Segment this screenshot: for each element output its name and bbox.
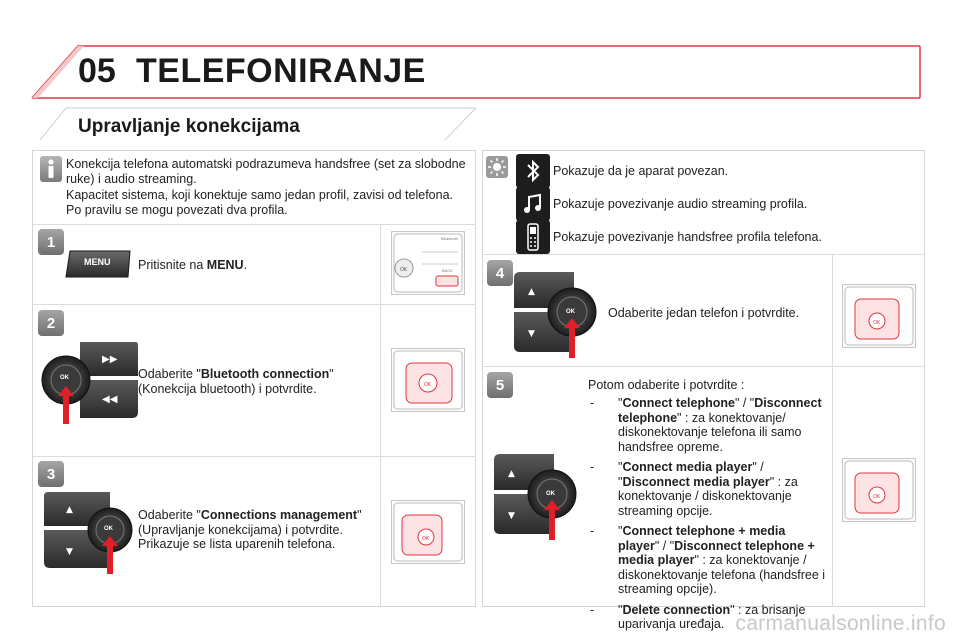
light-bulb-icon xyxy=(486,156,508,178)
chapter-number: 05 xyxy=(78,52,116,90)
step-2-text: Odaberite "Bluetooth connection" (Konekcija bluetooth) i potvrdite. xyxy=(138,367,334,396)
step-badge-5: 5 xyxy=(487,372,513,398)
svg-text:▼: ▼ xyxy=(528,329,535,339)
divider xyxy=(482,254,925,255)
svg-text:▲: ▲ xyxy=(66,505,73,515)
step-badge-4: 4 xyxy=(487,260,513,286)
step-1-text: Pritisnite na MENU. xyxy=(138,258,248,272)
divider xyxy=(482,366,925,367)
svg-text:▲: ▲ xyxy=(528,287,535,297)
thumbnail-panel-5 xyxy=(842,458,916,522)
ok-label-4: OK xyxy=(566,309,575,315)
section-title: Upravljanje konekcijama xyxy=(78,116,300,137)
step-3-text: Odaberite "Connections management" (Upravljanje konekcijama) i potvrdite. Prikazuje se lista uparenih telefona. xyxy=(138,508,362,551)
list-item: - "Connect media player" / "Disconnect media player" : za konektovanje / diskonektovanje streaming opcije. xyxy=(590,460,798,518)
svg-text:▼: ▼ xyxy=(508,511,515,521)
ok-label-3: OK xyxy=(104,526,113,532)
list-item: - "Connect telephone + media player" / "Disconnect telephone + media player" : za konektovanje / diskonektovanje telefona (handsfree i streaming opcije). xyxy=(590,524,826,596)
status-text-music: Pokazuje povezivanje audio streaming profila. xyxy=(553,197,808,211)
step-badge-2: 2 xyxy=(38,310,64,336)
ok-knob-illustration-3 xyxy=(40,488,140,578)
step-4-text: Odaberite jedan telefon i potvrdite. xyxy=(608,306,800,320)
svg-text:OK: OK xyxy=(400,267,408,273)
step-badge-3: 3 xyxy=(38,461,64,487)
watermark: carmanualsonline.info xyxy=(735,612,946,635)
music-note-icon xyxy=(516,187,550,221)
svg-text:OK: OK xyxy=(873,320,881,326)
ok-knob-illustration-2 xyxy=(40,338,140,428)
svg-text:OK: OK xyxy=(424,382,432,388)
step-badge-1: 1 xyxy=(38,229,64,255)
svg-text:◀◀: ◀◀ xyxy=(102,394,118,405)
menu-button-label: MENU xyxy=(84,257,111,267)
list-item: - "Delete connection" : za brisanje uparivanja uređaja. xyxy=(590,602,806,631)
ok-knob-illustration-4 xyxy=(510,268,610,363)
bluetooth-icon xyxy=(516,154,550,188)
divider xyxy=(380,224,381,607)
svg-text:▲: ▲ xyxy=(508,469,515,479)
ok-knob-illustration-5 xyxy=(490,450,590,545)
svg-text:▶▶: ▶▶ xyxy=(102,354,118,365)
step-5-intro: Potom odaberite i potvrdite : xyxy=(588,378,745,392)
divider xyxy=(32,304,476,305)
thumbnail-panel-4 xyxy=(842,284,916,348)
divider xyxy=(832,254,833,607)
thumbnail-panel-2 xyxy=(391,348,465,412)
status-text-phone: Pokazuje povezivanje handsfree profila telefona. xyxy=(553,230,822,244)
svg-text:OK: OK xyxy=(873,494,881,500)
chapter-title: TELEFONIRANJE xyxy=(136,52,426,90)
divider xyxy=(32,456,476,457)
phone-icon xyxy=(516,220,550,254)
list-item: - "Connect telephone" / "Disconnect telephone" : za konektovanje/ diskonektovanje telefona ili samo handsfree opreme. xyxy=(590,396,822,454)
thumb-bluetooth-label: Bluetooth xyxy=(441,236,458,241)
ok-label-5: OK xyxy=(546,491,555,497)
svg-text:▼: ▼ xyxy=(66,547,73,557)
thumb-back-label: BACK xyxy=(442,268,453,273)
info-text-2: Kapacitet sistema, koji konektuje samo jedan profil, zavisi od telefona. Po pravilu se mogu povezati dva profila. xyxy=(66,188,454,217)
svg-text:OK: OK xyxy=(422,536,430,542)
ok-label-2: OK xyxy=(60,375,69,381)
options-list xyxy=(588,396,830,638)
status-text-bluetooth: Pokazuje da je aparat povezan. xyxy=(553,164,729,178)
info-text-1: Konekcija telefona automatski podrazumeva handsfree (set za slobodne ruke) i audio streaming. xyxy=(66,157,466,186)
thumbnail-panel-3 xyxy=(391,500,465,564)
info-icon xyxy=(40,156,62,182)
divider xyxy=(32,224,476,225)
